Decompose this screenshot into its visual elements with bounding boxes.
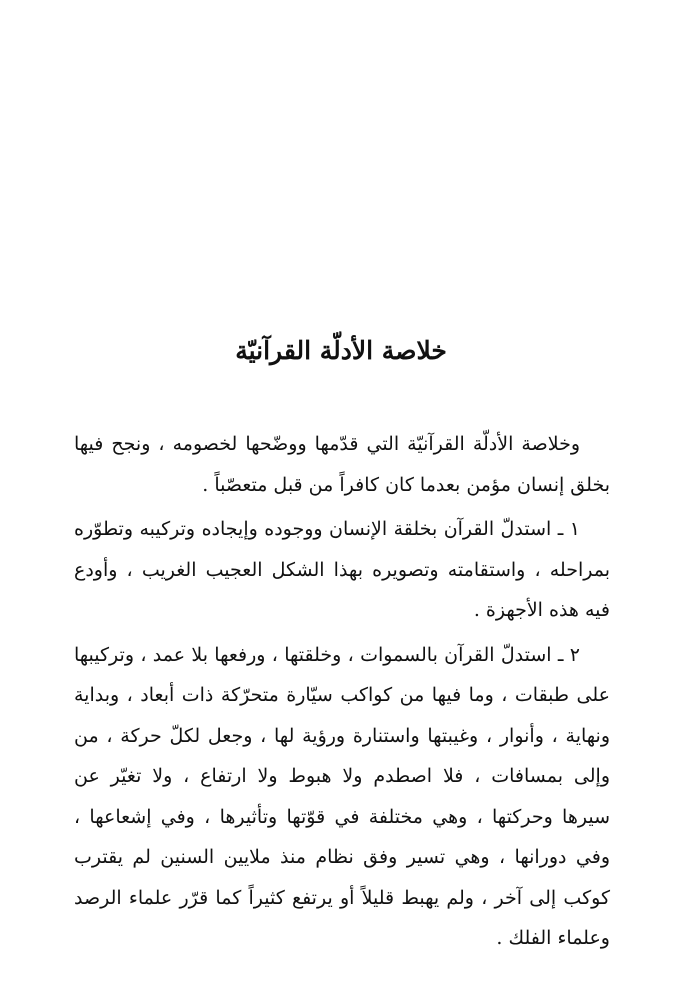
text-line: على طبقات ، وما فيها من كواكب سيّارة متحرّكة ذات أبعاد ، وبداية <box>74 684 610 706</box>
text-line: ٢ ـ استدلّ القرآن بالسموات ، وخلقتها ، ورفعها بلا عمد ، وتركيبها <box>74 643 580 666</box>
body-text <box>74 424 610 963</box>
text-line: بمراحله ، واستقامته وتصويره بهذا الشكل العجيب الغريب ، وأودع <box>74 558 610 581</box>
page-title: خلاصة الأدلّة القرآنيّة <box>235 336 447 365</box>
text-line: فيه هذه الأجهزة . <box>473 599 610 621</box>
text-line: ونهاية ، وأنوار ، وغيبتها واستنارة ورؤية لها ، وجعل لكلّ حركة ، من <box>74 724 610 747</box>
text-line: وفي دورانها ، وهي تسير وفق نظام منذ ملايين السنين لم يقترب <box>74 846 610 868</box>
paragraph-point-1 <box>74 509 610 631</box>
text-line: وإلى بمسافات ، فلا اصطدم ولا هبوط ولا ارتفاع ، ولا تغيّر عن <box>74 765 610 787</box>
text-line: وعلماء الفلك . <box>496 927 610 949</box>
text-line: وخلاصة الأدلّة القرآنيّة التي قدّمها ووضّحها لخصومه ، ونجح فيها <box>74 433 580 455</box>
paragraph-point-2 <box>74 635 610 959</box>
paragraph-summary <box>74 424 610 505</box>
text-line: ١ ـ استدلّ القرآن بخلقة الإنسان ووجوده وإيجاده وتركيبه وتطوّره <box>74 518 580 540</box>
text-line: بخلق إنسان مؤمن بعدما كان كافراً من قبل متعصّباً . <box>202 473 610 496</box>
text-line: كوكب إلى آخر ، ولم يهبط قليلاً أو يرتفع كثيراً كما قرّر علماء الرصد <box>74 886 610 909</box>
text-line: سيرها وحركتها ، وهي مختلفة في قوّتها وتأثيرها ، وفي إشعاعها ، <box>74 805 610 828</box>
